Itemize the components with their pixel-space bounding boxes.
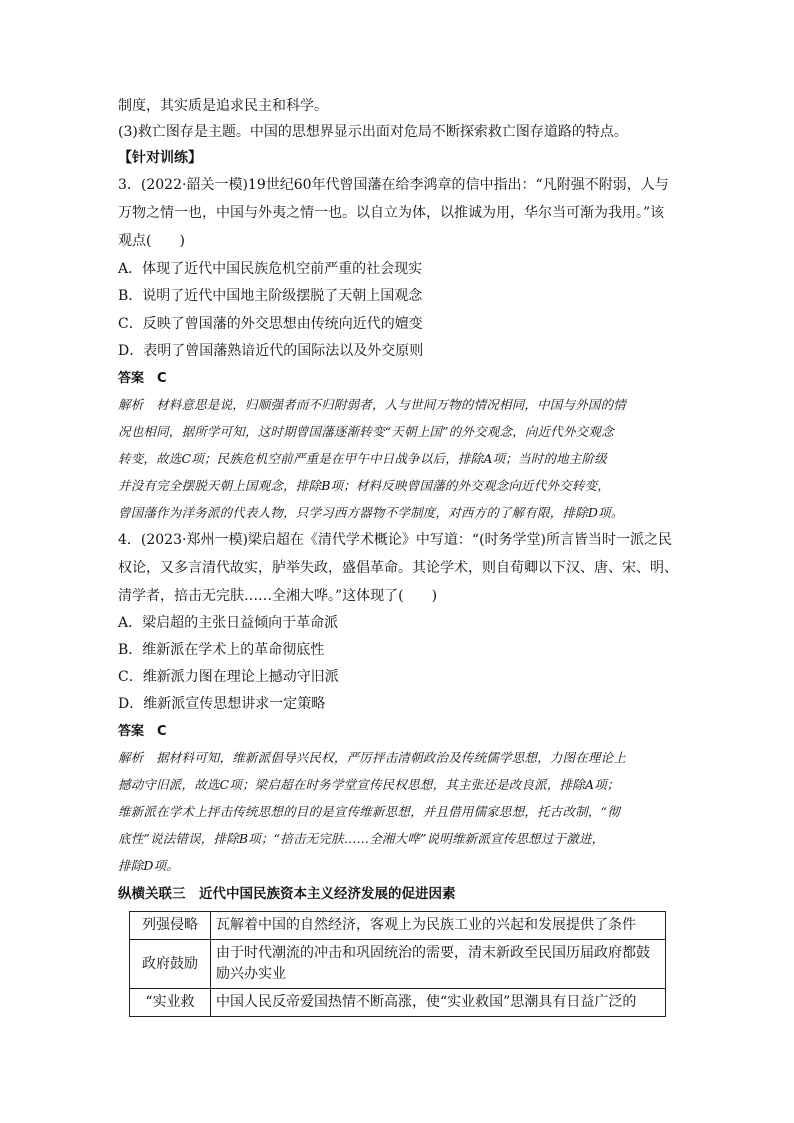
question-4-analysis-line-1: 解析 据材料可知，维新派倡导兴民权，严厉抨击清朝政治及传统儒学思想，力图在理论上: [118, 750, 627, 765]
question-4-line-1: 4．(2023·郑州一模)梁启超在《清代学术概论》中写道：“(时务学堂)所言皆当时一派之民: [118, 532, 672, 548]
table-row-head: 列强侵略: [130, 912, 211, 940]
question-4-analysis-line-5: 排除D项。: [118, 858, 180, 873]
question-3-option-b: B．说明了近代中国地主阶级摆脱了天朝上国观念: [118, 288, 423, 304]
factors-table: [129, 911, 666, 1017]
question-4-analysis-line-4: 底性”说法错误，排除B项；“掊击无完肤……全湘大哗”说明维新派宣传思想过于激进，: [118, 831, 605, 846]
question-3-analysis-line-5: 曾国藩作为洋务派的代表人物，只学习西方器物不学制度，对西方的了解有限，排除D项。: [118, 505, 624, 520]
section-heading-practice: 【针对训练】: [118, 150, 202, 166]
question-4-option-c: C．维新派力图在理论上撼动守旧派: [118, 669, 339, 685]
question-3-answer: 答案 C: [118, 371, 167, 386]
question-4-line-2: 权论，又多言清代故实，胪举失政，盛倡革命。其论学术，则自荀卿以下汉、唐、宋、明、: [118, 560, 678, 576]
question-3-line-1: 3．(2022·韶关一模)19世纪60年代曾国藩在给李鸿章的信中指出：“凡附强不附弱，人与: [118, 177, 669, 193]
table-row-head: 政府鼓励: [130, 940, 211, 989]
paragraph-point-3: (3)救亡图存是主题。中国的思想界显示出面对危局不断探索救亡图存道路的特点。: [118, 124, 628, 140]
table-row: [130, 989, 666, 1017]
table-row: [130, 912, 666, 940]
table-row-content: 瓦解着中国的自然经济，客观上为民族工业的兴起和发展提供了条件: [211, 912, 666, 940]
question-3-line-2: 万物之情一也，中国与外夷之情一也。以自立为体，以推诚为用，华尔当可渐为我用。”该: [118, 205, 665, 221]
question-4-analysis-line-3: 维新派在学术上抨击传统思想的目的是宣传维新思想，并且借用儒家思想，托古改制，“彻: [118, 804, 620, 819]
question-3-analysis-line-1: 解析 材料意思是说，归顺强者而不归附弱者，人与世间万物的情况相同，中国与外国的情: [118, 397, 627, 412]
question-4-option-d: D．维新派宣传思想讲求一定策略: [118, 696, 326, 712]
table-row: [130, 940, 666, 989]
section-title: 纵横关联三 近代中国民族资本主义经济发展的促进因素: [118, 886, 456, 902]
table-row-head: “实业救: [130, 989, 211, 1017]
question-3-analysis-line-2: 况也相同，据所学可知，这时期曾国藩逐渐转变“天朝上国”的外交观念，向近代外交观念: [118, 424, 614, 439]
question-3-line-3: 观点( ): [118, 233, 185, 249]
question-3-analysis-line-3: 转变，故选C项；民族危机空前严重是在甲午中日战争以后，排除A项；当时的地主阶级: [118, 451, 607, 466]
table-row-content: 中国人民反帝爱国热情不断高涨，使“实业救国”思潮具有日益广泛的: [211, 989, 666, 1017]
question-4-option-a: A．梁启超的主张日益倾向于革命派: [118, 615, 339, 631]
table-row-content: 由于时代潮流的冲击和巩固统治的需要，清末新政至民国历届政府都鼓励兴办实业: [211, 940, 666, 989]
paragraph-conclusion: 制度，其实质是追求民主和科学。: [118, 98, 328, 114]
question-3-option-a: A．体现了近代中国民族危机空前严重的社会现实: [118, 261, 423, 277]
question-4-analysis-line-2: 撼动守旧派，故选C项；梁启超在时务学堂宣传民权思想，其主张还是改良派，排除A项；: [118, 777, 620, 792]
question-4-answer: 答案 C: [118, 724, 167, 739]
question-4-option-b: B．维新派在学术上的革命彻底性: [118, 642, 325, 658]
question-3-option-d: D．表明了曾国藩熟谙近代的国际法以及外交原则: [118, 343, 424, 359]
question-3-option-c: C．反映了曾国藩的外交思想由传统向近代的嬗变: [118, 316, 423, 332]
question-3-analysis-line-4: 并没有完全摆脱天朝上国观念，排除B项；材料反映曾国藩的外交观念向近代外交转变，: [118, 478, 610, 493]
question-4-line-3: 清学者，掊击无完肤……全湘大哗。”这体现了( ): [118, 588, 438, 604]
